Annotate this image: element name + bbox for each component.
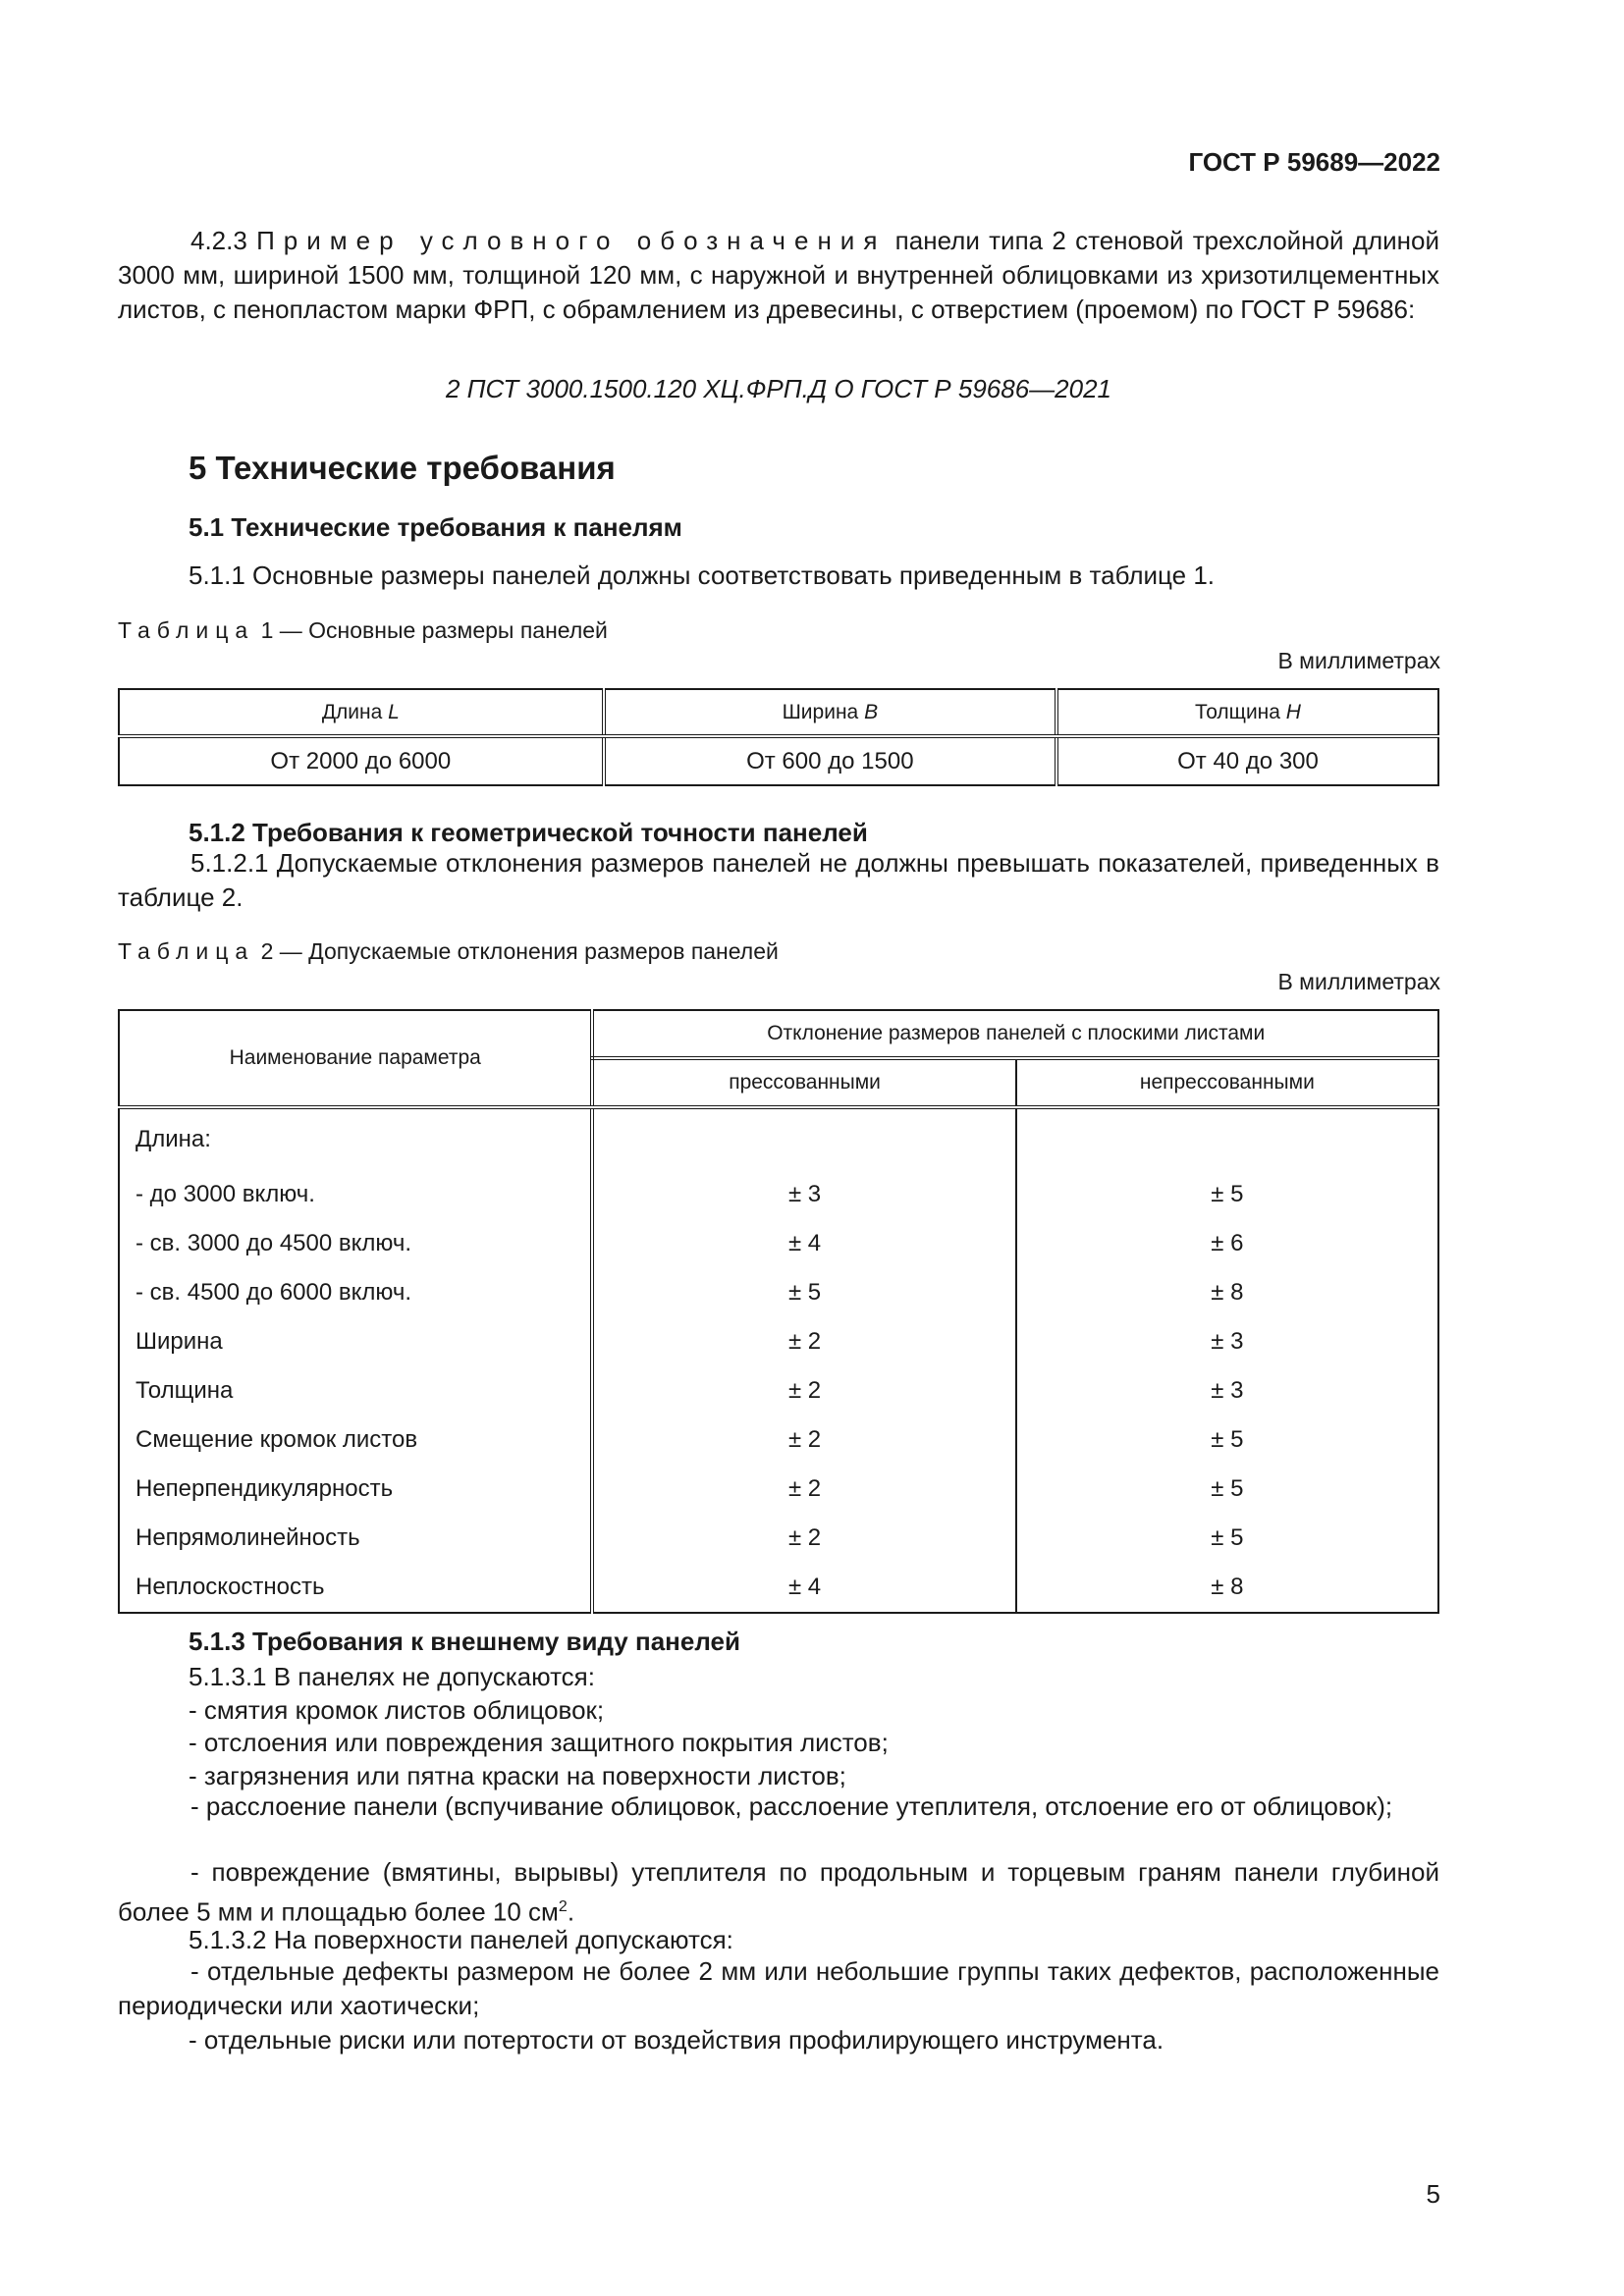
- list-item: - загрязнения или пятна краски на поверхности листов;: [189, 1761, 846, 1790]
- table-row: [119, 1268, 1438, 1317]
- table2-cell-pressed: ± 2: [592, 1465, 1015, 1514]
- section-5-title: 5 Технические требования: [189, 450, 616, 486]
- table-caption-text: 1 — Основные размеры панелей: [254, 617, 608, 643]
- table2-cell-unpressed: ± 8: [1016, 1268, 1438, 1317]
- table2-cell-unpressed: ± 5: [1016, 1465, 1438, 1514]
- document-header: ГОСТ Р 59689—2022: [1188, 147, 1440, 177]
- table2-cell-unpressed: ± 5: [1016, 1415, 1438, 1465]
- table1-cell-width: От 600 до 1500: [604, 736, 1056, 785]
- paragraph-5-1-3-1: 5.1.3.1 В панелях не допускаются:: [189, 1662, 595, 1691]
- table-row: [119, 1317, 1438, 1366]
- table-row: [119, 1563, 1438, 1613]
- table2-cell-pressed: ± 4: [592, 1563, 1015, 1613]
- list-item: - отдельные риски или потертости от воздействия профилирующего инструмента.: [189, 2025, 1164, 2055]
- table2-header-unpressed: непрессованными: [1016, 1058, 1438, 1107]
- table-row: [119, 1219, 1438, 1268]
- table2-cell-pressed: ± 4: [592, 1219, 1015, 1268]
- table2-cell-name: Смещение кромок листов: [135, 1426, 418, 1453]
- table2-cell-pressed: ± 2: [592, 1366, 1015, 1415]
- table-row: [119, 1107, 1438, 1170]
- table-1: [118, 688, 1439, 786]
- table2-cell-pressed: ± 3: [592, 1170, 1015, 1219]
- table2-cell-unpressed: ± 3: [1016, 1317, 1438, 1366]
- paragraph-4-2-3: [118, 224, 1439, 327]
- list-item: - повреждение (вмятины, вырывы) утеплителя по продольным и торцевым граням панели глубиной более 5 мм и площадью более 10 $см^2$.: [118, 1857, 1439, 1927]
- table2-cell-pressed: [592, 1107, 1015, 1170]
- spaced-term: Пример условного обозначения: [256, 226, 887, 255]
- table1-header-thickness: Толщина H: [1056, 689, 1438, 736]
- table-row: [119, 1465, 1438, 1514]
- table1-header-width: Ширина B: [604, 689, 1056, 736]
- table-row: [119, 1415, 1438, 1465]
- table2-cell-unpressed: ± 3: [1016, 1366, 1438, 1415]
- page-number: 5: [1426, 2179, 1440, 2209]
- designation-example: 2 ПСТ 3000.1500.120 ХЦ.ФРП.Д О ГОСТ Р 59686—2021: [445, 374, 1112, 403]
- table1-units: В миллиметрах: [1277, 648, 1440, 673]
- table2-cell-name: Толщина: [135, 1377, 234, 1404]
- table2-cell-name: Неперпендикулярность: [135, 1475, 394, 1502]
- table2-header-pressed: прессованными: [592, 1058, 1015, 1107]
- list-item: - расслоение панели (вспучивание облицовок, расслоение утеплителя, отслоение его от облицовок);: [190, 1791, 1393, 1821]
- table2-cell-name: - до 3000 включ.: [135, 1181, 315, 1207]
- table-row: [119, 1170, 1438, 1219]
- table2-cell-name: - св. 3000 до 4500 включ.: [135, 1230, 412, 1256]
- section-5-1-3-title: 5.1.3 Требования к внешнему виду панелей: [189, 1627, 740, 1656]
- table2-cell-unpressed: ± 5: [1016, 1514, 1438, 1563]
- table2-header-param: Наименование параметра: [119, 1010, 592, 1107]
- section-5-1-title: 5.1 Технические требования к панелям: [189, 512, 682, 542]
- table2-cell-pressed: ± 5: [592, 1268, 1015, 1317]
- paragraph-5-1-1: 5.1.1 Основные размеры панелей должны соответствовать приведенным в таблице 1.: [189, 561, 1216, 590]
- table2-cell-unpressed: ± 5: [1016, 1170, 1438, 1219]
- table2-cell-name: Неплоскостность: [135, 1574, 325, 1600]
- paragraph-5-1-2-1: 5.1.2.1 Допускаемые отклонения размеров панелей не должны превышать показателей, приведенных в таблице 2.: [118, 848, 1439, 912]
- table2-cell-unpressed: ± 6: [1016, 1219, 1438, 1268]
- table2-cell-name: Ширина: [135, 1328, 223, 1355]
- table2-cell-name: - св. 4500 до 6000 включ.: [135, 1279, 412, 1306]
- table2-header-group: Отклонение размеров панелей с плоскими листами: [592, 1010, 1438, 1058]
- table2-caption: [118, 938, 779, 965]
- section-5-1-2-title: 5.1.2 Требования к геометрической точности панелей: [189, 818, 868, 847]
- paragraph-5-1-3-2: 5.1.3.2 На поверхности панелей допускаются:: [189, 1925, 733, 1954]
- table2-cell-unpressed: ± 8: [1016, 1563, 1438, 1613]
- table-row: [119, 1514, 1438, 1563]
- table2-cell-pressed: ± 2: [592, 1415, 1015, 1465]
- table-row: [119, 1366, 1438, 1415]
- list-item: - смятия кромок листов облицовок;: [189, 1695, 605, 1725]
- table-2: [118, 1009, 1439, 1614]
- table-caption-prefix: Таблица: [118, 617, 255, 643]
- table2-cell-name: Длина:: [135, 1126, 211, 1152]
- list-item: - отдельные дефекты размером не более 2 мм или небольшие группы таких дефектов, расположенные периодически или хаотически;: [118, 1956, 1439, 2020]
- clause-text: панели типа 2 стеновой трехслойной длиной 3000 мм, шириной 1500 мм, толщиной 120 мм, с наружной и внутренней облицовками из хризотилцементных листов, с пенопластом марки ФРП, с обрамлением из древесины, с отверстием (проемом) по ГОСТ Р 59686:: [118, 226, 1439, 324]
- table2-units: В миллиметрах: [1277, 969, 1440, 994]
- table1-cell-length: От 2000 до 6000: [119, 736, 604, 785]
- table-caption-prefix: Таблица: [118, 938, 255, 964]
- clause-number: 4.2.3: [190, 226, 247, 255]
- table2-cell-unpressed: [1016, 1107, 1438, 1170]
- table1-caption: [118, 617, 608, 644]
- table1-cell-thickness: От 40 до 300: [1056, 736, 1438, 785]
- table2-cell-pressed: ± 2: [592, 1317, 1015, 1366]
- table-caption-text: 2 — Допускаемые отклонения размеров панелей: [254, 938, 779, 964]
- list-item: - отслоения или повреждения защитного покрытия листов;: [189, 1728, 889, 1757]
- table2-cell-name: Непрямолинейность: [135, 1524, 360, 1551]
- table1-header-length: Длина L: [119, 689, 604, 736]
- table2-cell-pressed: ± 2: [592, 1514, 1015, 1563]
